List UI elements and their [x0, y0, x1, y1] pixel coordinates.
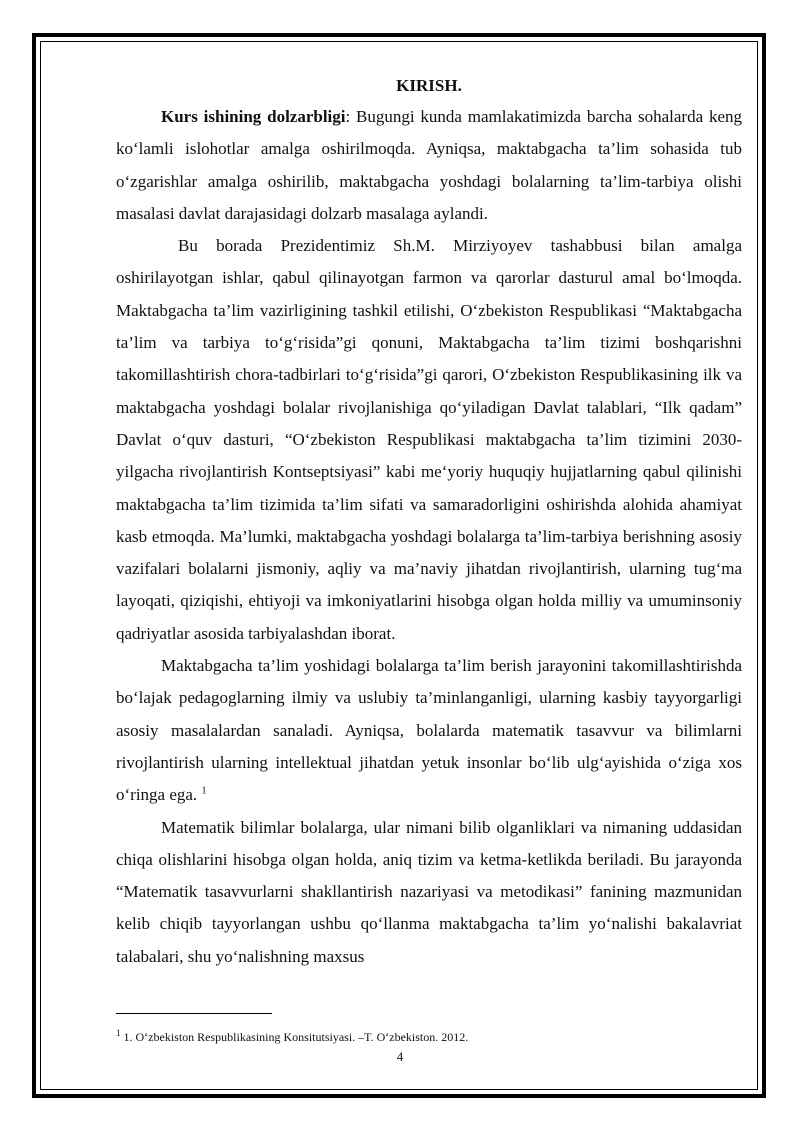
paragraph-text: : Bugungi kunda mamlakatimizda barcha sohalarda keng ko‘lamli islohotlar amalga oshirilmoqda. Ayniqsa, maktabgacha ta’lim sohasida tub o‘zgarishlar amalga oshirilib, maktabgacha yoshdagi bolalarning ta’lim-tarbiya olishi masalasi davlat darajasidagi dolzarb masalaga aylandi.	[116, 107, 742, 223]
paragraph-text: Bu borada Prezidentimiz Sh.M. Mirziyoyev tashabbusi bilan amalga oshirilayotgan ishlar, qabul qilinayotgan farmon va qarorlar dasturul amal bo‘lmoqda. Maktabgacha ta’lim vazirligining tashkil etilishi, O‘zbekiston Respublikasi “Maktabgacha ta’lim va tarbiya to‘g‘risida”gi qonuni, Maktabgacha ta’lim tizimi boshqarishni takomillashtirish chora-tadbirlari to‘g‘risida”gi qarori, O‘zbekiston Respublikasining ilk va maktabgacha yoshdagi bolalar rivojlanishiga qo‘yiladigan Davlat talablari, “Ilk qadam” Davlat o‘quv dasturi, “O‘zbekiston Respublikasi maktabgacha ta’lim tizimini 2030- yilgacha rivojlantirish Kontseptsiyasi” kabi me‘yoriy huquqiy hujjatlarning qabul qilinishi maktabgacha ta’lim tizimida ta’lim sifati va samaradorligini oshirishda alohida ahamiyat kasb etmoqda. Ma’lumki, maktabgacha yoshdagi bolalarga ta’lim-tarbiya berishning asosiy vazifalari bolalarni jismoniy, aqliy va ma’naviy jihatdan rivojlantirish, ularning tug‘ma layoqati, qiziqishi, ehtiyoji va imkoniyatlarini hisobga olgan holda milliy va umuminsoniy qadriyatlar asosida tarbiyalashdan iborat.	[116, 236, 742, 643]
paragraph-math-knowledge	[116, 812, 742, 973]
document-body	[116, 74, 742, 973]
footnote	[116, 1029, 742, 1045]
paragraph-relevance	[116, 101, 742, 230]
footnote-separator	[116, 1013, 272, 1014]
relevance-lead: Kurs ishining dolzarbligi	[161, 107, 346, 126]
paragraph-president-initiatives	[116, 230, 742, 650]
footnote-reference[interactable]: 1	[201, 785, 207, 797]
footnote-text: 1. O‘zbekiston Respublikasining Konsitutsiyasi. –T. O‘zbekiston. 2012.	[120, 1030, 469, 1044]
page-number: 4	[396, 1049, 404, 1064]
paragraph-text: Maktabgacha ta’lim yoshidagi bolalarga ta’lim berish jarayonini takomillashtirishda bo‘lajak pedagoglarning ilmiy va uslubiy ta’minlanganligi, ularning kasbiy tayyorgarligi asosiy masalalardan sanaladi. Ayniqsa, bolalarda matematik tasavvur va bilimlarni rivojlantirish ularning intellektual jihatdan yetuk insonlar bo‘lib ulg‘ayishida o‘ziga xos o‘ringa ega.	[116, 656, 742, 805]
paragraph-text: Matematik bilimlar bolalarga, ular nimani bilib olganliklari va nimaning uddasidan chiqa olishlarini hisobga olgan holda, aniq tizim va ketma-ketlikda beriladi. Bu jarayonda “Matematik tasavvurlarni shakllantirish nazariyasi va metodikasi” fanining mazmunidan kelib chiqib tayyorlangan ushbu qo‘llanma maktabgacha ta’lim yo‘nalishi bakalavriat talabalari, shu yo‘nalishning maxsus	[116, 817, 742, 966]
section-title: KIRISH.	[396, 76, 462, 95]
paragraph-teacher-training	[116, 650, 742, 811]
footnote-marker: 1	[116, 1028, 121, 1038]
